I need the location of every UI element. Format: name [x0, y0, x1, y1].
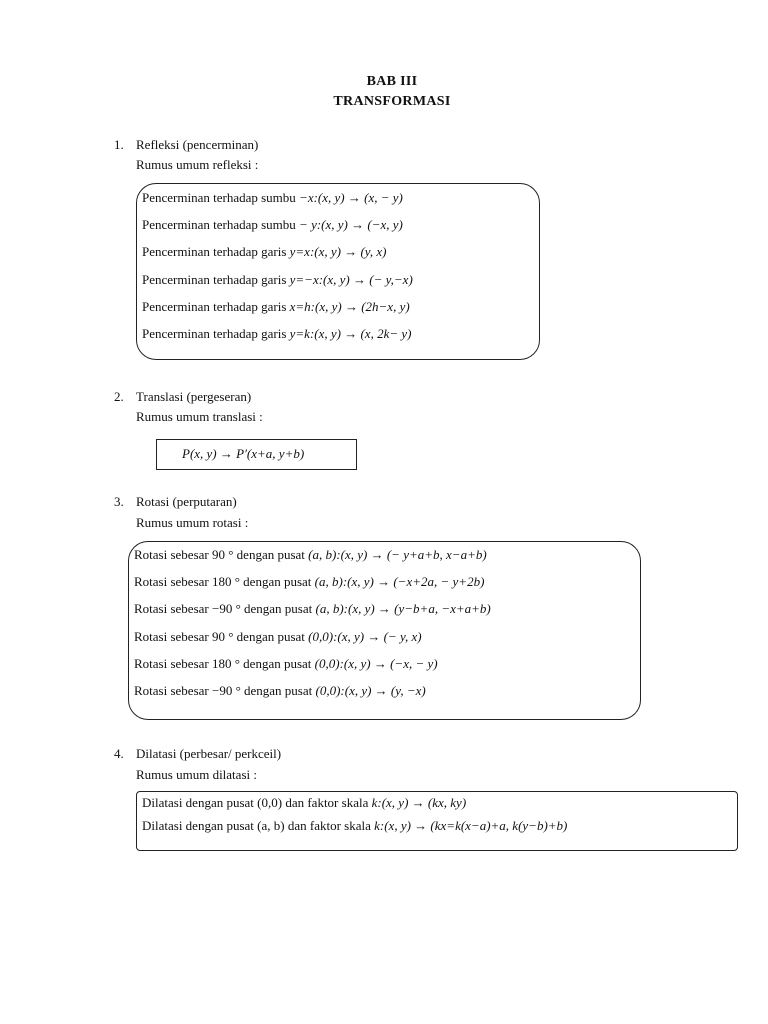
translation-formula: P(x, y) → P′(x+a, y+b)	[182, 446, 305, 461]
section-3-number: 3.	[114, 494, 124, 509]
rotation-formula-4: Rotasi sebesar 90 ° dengan pusat (0,0):(x, y) → (− y, x)	[134, 629, 422, 644]
dilation-formula-1: Dilatasi dengan pusat (0,0) dan faktor skala k:(x, y) → (kx, ky)	[142, 795, 467, 810]
section-2-subtitle: Rumus umum translasi :	[136, 409, 263, 424]
section-1-title: Refleksi (pencerminan)	[136, 137, 259, 152]
section-1-subtitle: Rumus umum refleksi :	[136, 157, 259, 172]
rotation-formula-3: Rotasi sebesar −90 ° dengan pusat (a, b):(x, y) → (y−b+a, −x+a+b)	[134, 601, 491, 616]
rotation-formula-5: Rotasi sebesar 180 ° dengan pusat (0,0):(x, y) → (−x, − y)	[134, 656, 438, 671]
section-4-number: 4.	[114, 746, 124, 761]
reflection-formula-4: Pencerminan terhadap garis y=−x:(x, y) → (− y,−x)	[142, 272, 413, 287]
page-title: TRANSFORMASI	[333, 94, 451, 109]
rotation-formula-1: Rotasi sebesar 90 ° dengan pusat (a, b):(x, y) → (− y+a+b, x−a+b)	[134, 547, 487, 562]
reflection-formula-5: Pencerminan terhadap garis x=h:(x, y) → (2h−x, y)	[142, 299, 410, 314]
rotation-formula-2: Rotasi sebesar 180 ° dengan pusat (a, b):(x, y) → (−x+2a, − y+2b)	[134, 574, 485, 589]
section-1-number: 1.	[114, 137, 124, 152]
dilation-formula-2: Dilatasi dengan pusat (a, b) dan faktor skala k:(x, y) → (kx=k(x−a)+a, k(y−b)+b)	[142, 818, 568, 833]
section-4-title: Dilatasi (perbesar/ perkceil)	[136, 746, 282, 761]
section-2-title: Translasi (pergeseran)	[136, 389, 252, 404]
rotation-formula-6: Rotasi sebesar −90 ° dengan pusat (0,0):(x, y) → (y, −x)	[134, 683, 426, 698]
section-2-number: 2.	[114, 389, 124, 404]
reflection-formula-2: Pencerminan terhadap sumbu − y:(x, y) → (−x, y)	[142, 217, 403, 232]
reflection-formula-3: Pencerminan terhadap garis y=x:(x, y) → (y, x)	[142, 244, 387, 259]
section-4-subtitle: Rumus umum dilatasi :	[136, 767, 257, 782]
chapter-label: BAB III	[366, 74, 418, 89]
reflection-formula-1: Pencerminan terhadap sumbu −x:(x, y) → (x, − y)	[142, 190, 403, 205]
reflection-formula-6: Pencerminan terhadap garis y=k:(x, y) → (x, 2k− y)	[142, 326, 412, 341]
section-3-title: Rotasi (perputaran)	[136, 494, 237, 509]
section-3-subtitle: Rumus umum rotasi :	[136, 515, 249, 530]
